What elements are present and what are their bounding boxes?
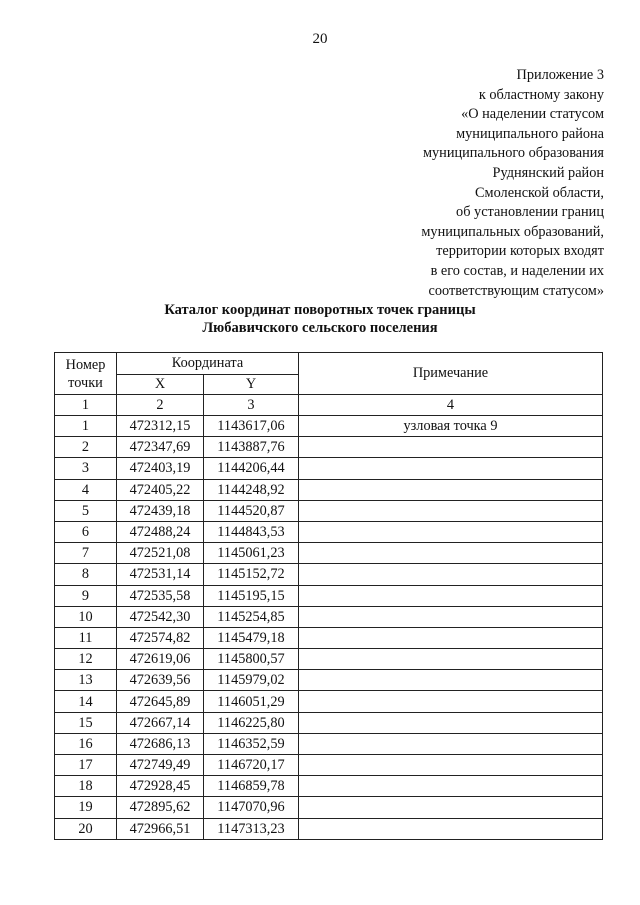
- cell-note: [299, 458, 603, 479]
- cell-x: 472966,51: [117, 818, 204, 839]
- title-line: Любавичского сельского поселения: [202, 319, 438, 336]
- cell-note: [299, 649, 603, 670]
- cell-point-number: 10: [55, 606, 117, 627]
- cell-note: [299, 712, 603, 733]
- table-row: [55, 585, 603, 606]
- cell-x: 472895,62: [117, 797, 204, 818]
- cell-x: 472403,19: [117, 458, 204, 479]
- cell-y: 1145479,18: [204, 627, 299, 648]
- table-row: [55, 712, 603, 733]
- page-number: 20: [312, 31, 328, 47]
- annex-line: в его состав, и наделении их: [430, 262, 604, 279]
- cell-note: [299, 479, 603, 500]
- cell-x: 472521,08: [117, 543, 204, 564]
- cell-point-number: 18: [55, 776, 117, 797]
- table-row: [55, 755, 603, 776]
- annex-line: Смоленской области,: [475, 184, 604, 201]
- cell-point-number: 4: [55, 479, 117, 500]
- cell-y: 1145254,85: [204, 606, 299, 627]
- cell-y: 1144206,44: [204, 458, 299, 479]
- cell-note: узловая точка 9: [299, 416, 603, 437]
- cell-note: [299, 818, 603, 839]
- cell-note: [299, 627, 603, 648]
- cell-point-number: 14: [55, 691, 117, 712]
- title-line: Каталог координат поворотных точек границы: [164, 302, 476, 318]
- cell-x: 472347,69: [117, 437, 204, 458]
- cell-y: 1145979,02: [204, 670, 299, 691]
- cell-y: 1146720,17: [204, 755, 299, 776]
- column-number: 2: [117, 395, 204, 416]
- table-row: [55, 627, 603, 648]
- cell-y: 1144248,92: [204, 479, 299, 500]
- cell-y: 1147313,23: [204, 818, 299, 839]
- column-number: 1: [55, 395, 117, 416]
- cell-x: 472928,45: [117, 776, 204, 797]
- document-title: [0, 302, 640, 337]
- cell-x: 472667,14: [117, 712, 204, 733]
- cell-note: [299, 500, 603, 521]
- annex-header: [344, 66, 604, 301]
- annex-line: муниципальных образований,: [421, 223, 604, 240]
- annex-line: соответствующим статусом»: [428, 282, 604, 299]
- annex-line: муниципального образования: [422, 145, 604, 162]
- cell-note: [299, 585, 603, 606]
- cell-note: [299, 776, 603, 797]
- column-number: 4: [299, 395, 603, 416]
- cell-note: [299, 606, 603, 627]
- table-row: [55, 437, 603, 458]
- cell-x: 472439,18: [117, 500, 204, 521]
- cell-note: [299, 670, 603, 691]
- table-row: [55, 797, 603, 818]
- table-row: [55, 479, 603, 500]
- header-y: Y: [204, 375, 299, 395]
- cell-y: 1146225,80: [204, 712, 299, 733]
- cell-x: 472639,56: [117, 670, 204, 691]
- cell-point-number: 16: [55, 733, 117, 754]
- table-row: [55, 691, 603, 712]
- cell-point-number: 3: [55, 458, 117, 479]
- table-row: [55, 543, 603, 564]
- cell-point-number: 5: [55, 500, 117, 521]
- cell-note: [299, 691, 603, 712]
- header-note: Примечание: [299, 353, 603, 395]
- header-coordinates: Координата: [117, 353, 299, 375]
- cell-point-number: 2: [55, 437, 117, 458]
- annex-line: Приложение 3: [516, 67, 604, 83]
- cell-x: 472749,49: [117, 755, 204, 776]
- cell-y: 1145061,23: [204, 543, 299, 564]
- cell-y: 1145800,57: [204, 649, 299, 670]
- cell-point-number: 20: [55, 818, 117, 839]
- table-row: [55, 458, 603, 479]
- cell-point-number: 19: [55, 797, 117, 818]
- cell-point-number: 15: [55, 712, 117, 733]
- cell-x: 472686,13: [117, 733, 204, 754]
- cell-note: [299, 437, 603, 458]
- header-point-number: [55, 353, 117, 395]
- cell-note: [299, 797, 603, 818]
- table-body: [55, 416, 603, 840]
- annex-line: территории которых входят: [436, 243, 604, 260]
- table-row: [55, 818, 603, 839]
- table-row: [55, 733, 603, 754]
- cell-point-number: 6: [55, 521, 117, 542]
- annex-line: муниципального района: [456, 125, 604, 142]
- cell-note: [299, 521, 603, 542]
- cell-y: 1146859,78: [204, 776, 299, 797]
- cell-x: 472619,06: [117, 649, 204, 670]
- annex-line: «О наделении статусом: [461, 106, 604, 123]
- annex-line: об установлении границ: [456, 204, 604, 221]
- coordinates-table: [54, 352, 603, 840]
- table-row: [55, 521, 603, 542]
- column-number: 3: [204, 395, 299, 416]
- cell-y: 1145195,15: [204, 585, 299, 606]
- cell-x: 472405,22: [117, 479, 204, 500]
- cell-note: [299, 755, 603, 776]
- cell-point-number: 9: [55, 585, 117, 606]
- header-x: X: [117, 375, 204, 395]
- table-row: [55, 500, 603, 521]
- cell-y: 1144843,53: [204, 521, 299, 542]
- cell-note: [299, 564, 603, 585]
- cell-y: 1143617,06: [204, 416, 299, 437]
- table-row: [55, 564, 603, 585]
- header-point-line1: Номер: [65, 356, 106, 373]
- cell-x: 472531,14: [117, 564, 204, 585]
- cell-point-number: 17: [55, 755, 117, 776]
- cell-y: 1146352,59: [204, 733, 299, 754]
- annex-line: Руднянский район: [492, 164, 604, 181]
- cell-y: 1145152,72: [204, 564, 299, 585]
- cell-x: 472312,15: [117, 416, 204, 437]
- cell-point-number: 11: [55, 627, 117, 648]
- cell-y: 1146051,29: [204, 691, 299, 712]
- cell-note: [299, 543, 603, 564]
- table-row: [55, 776, 603, 797]
- table-row: [55, 670, 603, 691]
- annex-line: к областному закону: [478, 86, 604, 103]
- cell-y: 1144520,87: [204, 500, 299, 521]
- cell-x: 472488,24: [117, 521, 204, 542]
- cell-point-number: 12: [55, 649, 117, 670]
- cell-point-number: 8: [55, 564, 117, 585]
- cell-y: 1143887,76: [204, 437, 299, 458]
- cell-x: 472535,58: [117, 585, 204, 606]
- cell-point-number: 13: [55, 670, 117, 691]
- header-point-line2: точки: [68, 374, 103, 391]
- cell-point-number: 7: [55, 543, 117, 564]
- cell-note: [299, 733, 603, 754]
- table-row: [55, 649, 603, 670]
- cell-x: 472574,82: [117, 627, 204, 648]
- cell-y: 1147070,96: [204, 797, 299, 818]
- cell-x: 472542,30: [117, 606, 204, 627]
- cell-x: 472645,89: [117, 691, 204, 712]
- cell-point-number: 1: [55, 416, 117, 437]
- table-row: [55, 416, 603, 437]
- table-row: [55, 606, 603, 627]
